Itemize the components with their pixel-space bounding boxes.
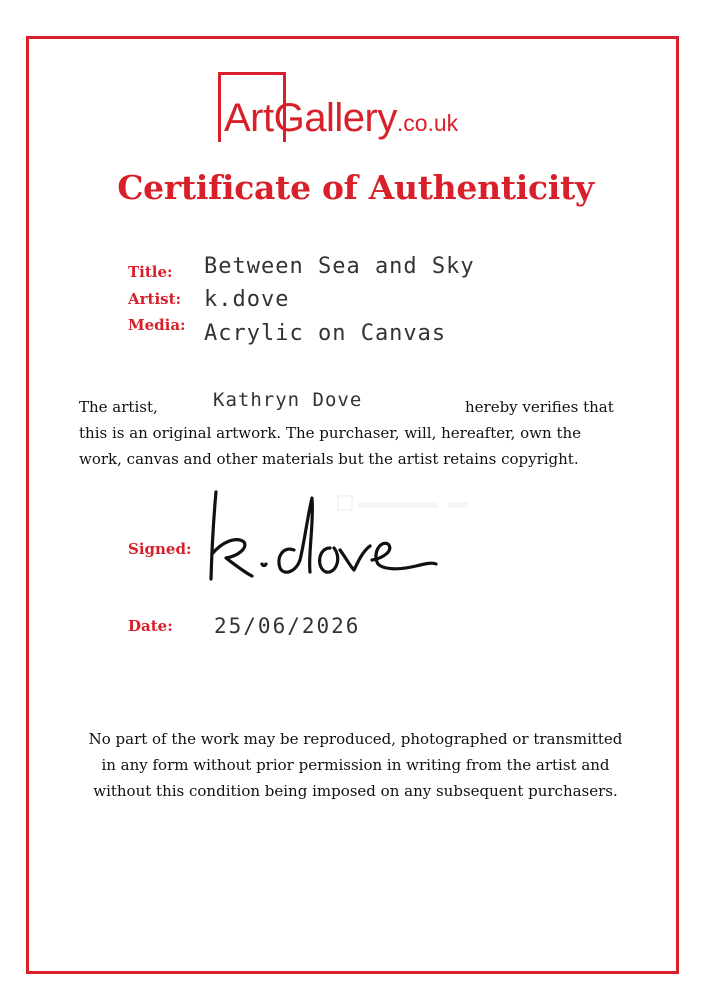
certificate-title: Certificate of Authenticity: [117, 168, 594, 207]
media-label: Media:: [128, 316, 186, 334]
artist-value: k.dove: [204, 287, 290, 312]
artist-label: Artist:: [128, 290, 182, 308]
verification-artist-name: Kathryn Dove: [213, 389, 363, 411]
verification-line-2: this is an original artwork. The purchaser, will, hereafter, own the: [79, 424, 582, 442]
verification-paragraph: [79, 389, 639, 472]
verification-line-3: work, canvas and other materials but the artist retains copyright.: [79, 450, 579, 468]
copyright-line-3: without this condition being imposed on any subsequent purchasers.: [93, 782, 618, 800]
copyright-line-2: in any form without prior permission in writing from the artist and: [101, 756, 610, 774]
copyright-notice: [0, 726, 711, 804]
copyright-line-1: No part of the work may be reproduced, photographed or transmitted: [88, 730, 623, 748]
date-label: Date:: [128, 617, 173, 635]
handwritten-signature: [204, 484, 444, 594]
logo-main-text: ArtGallery: [224, 96, 397, 140]
artgallery-logo: [218, 72, 518, 154]
verification-prefix: The artist,: [79, 398, 158, 416]
title-label: Title:: [128, 263, 173, 281]
verification-line-1: [79, 389, 639, 420]
signed-label: Signed:: [128, 540, 192, 558]
date-value: 25/06/2026: [214, 614, 361, 638]
logo-wordmark: [224, 98, 458, 138]
title-value: Between Sea and Sky: [204, 254, 475, 279]
logo-domain-suffix: .co.uk: [396, 110, 459, 136]
verification-suffix: hereby verifies that: [465, 398, 614, 416]
media-value: Acrylic on Canvas: [204, 321, 447, 346]
